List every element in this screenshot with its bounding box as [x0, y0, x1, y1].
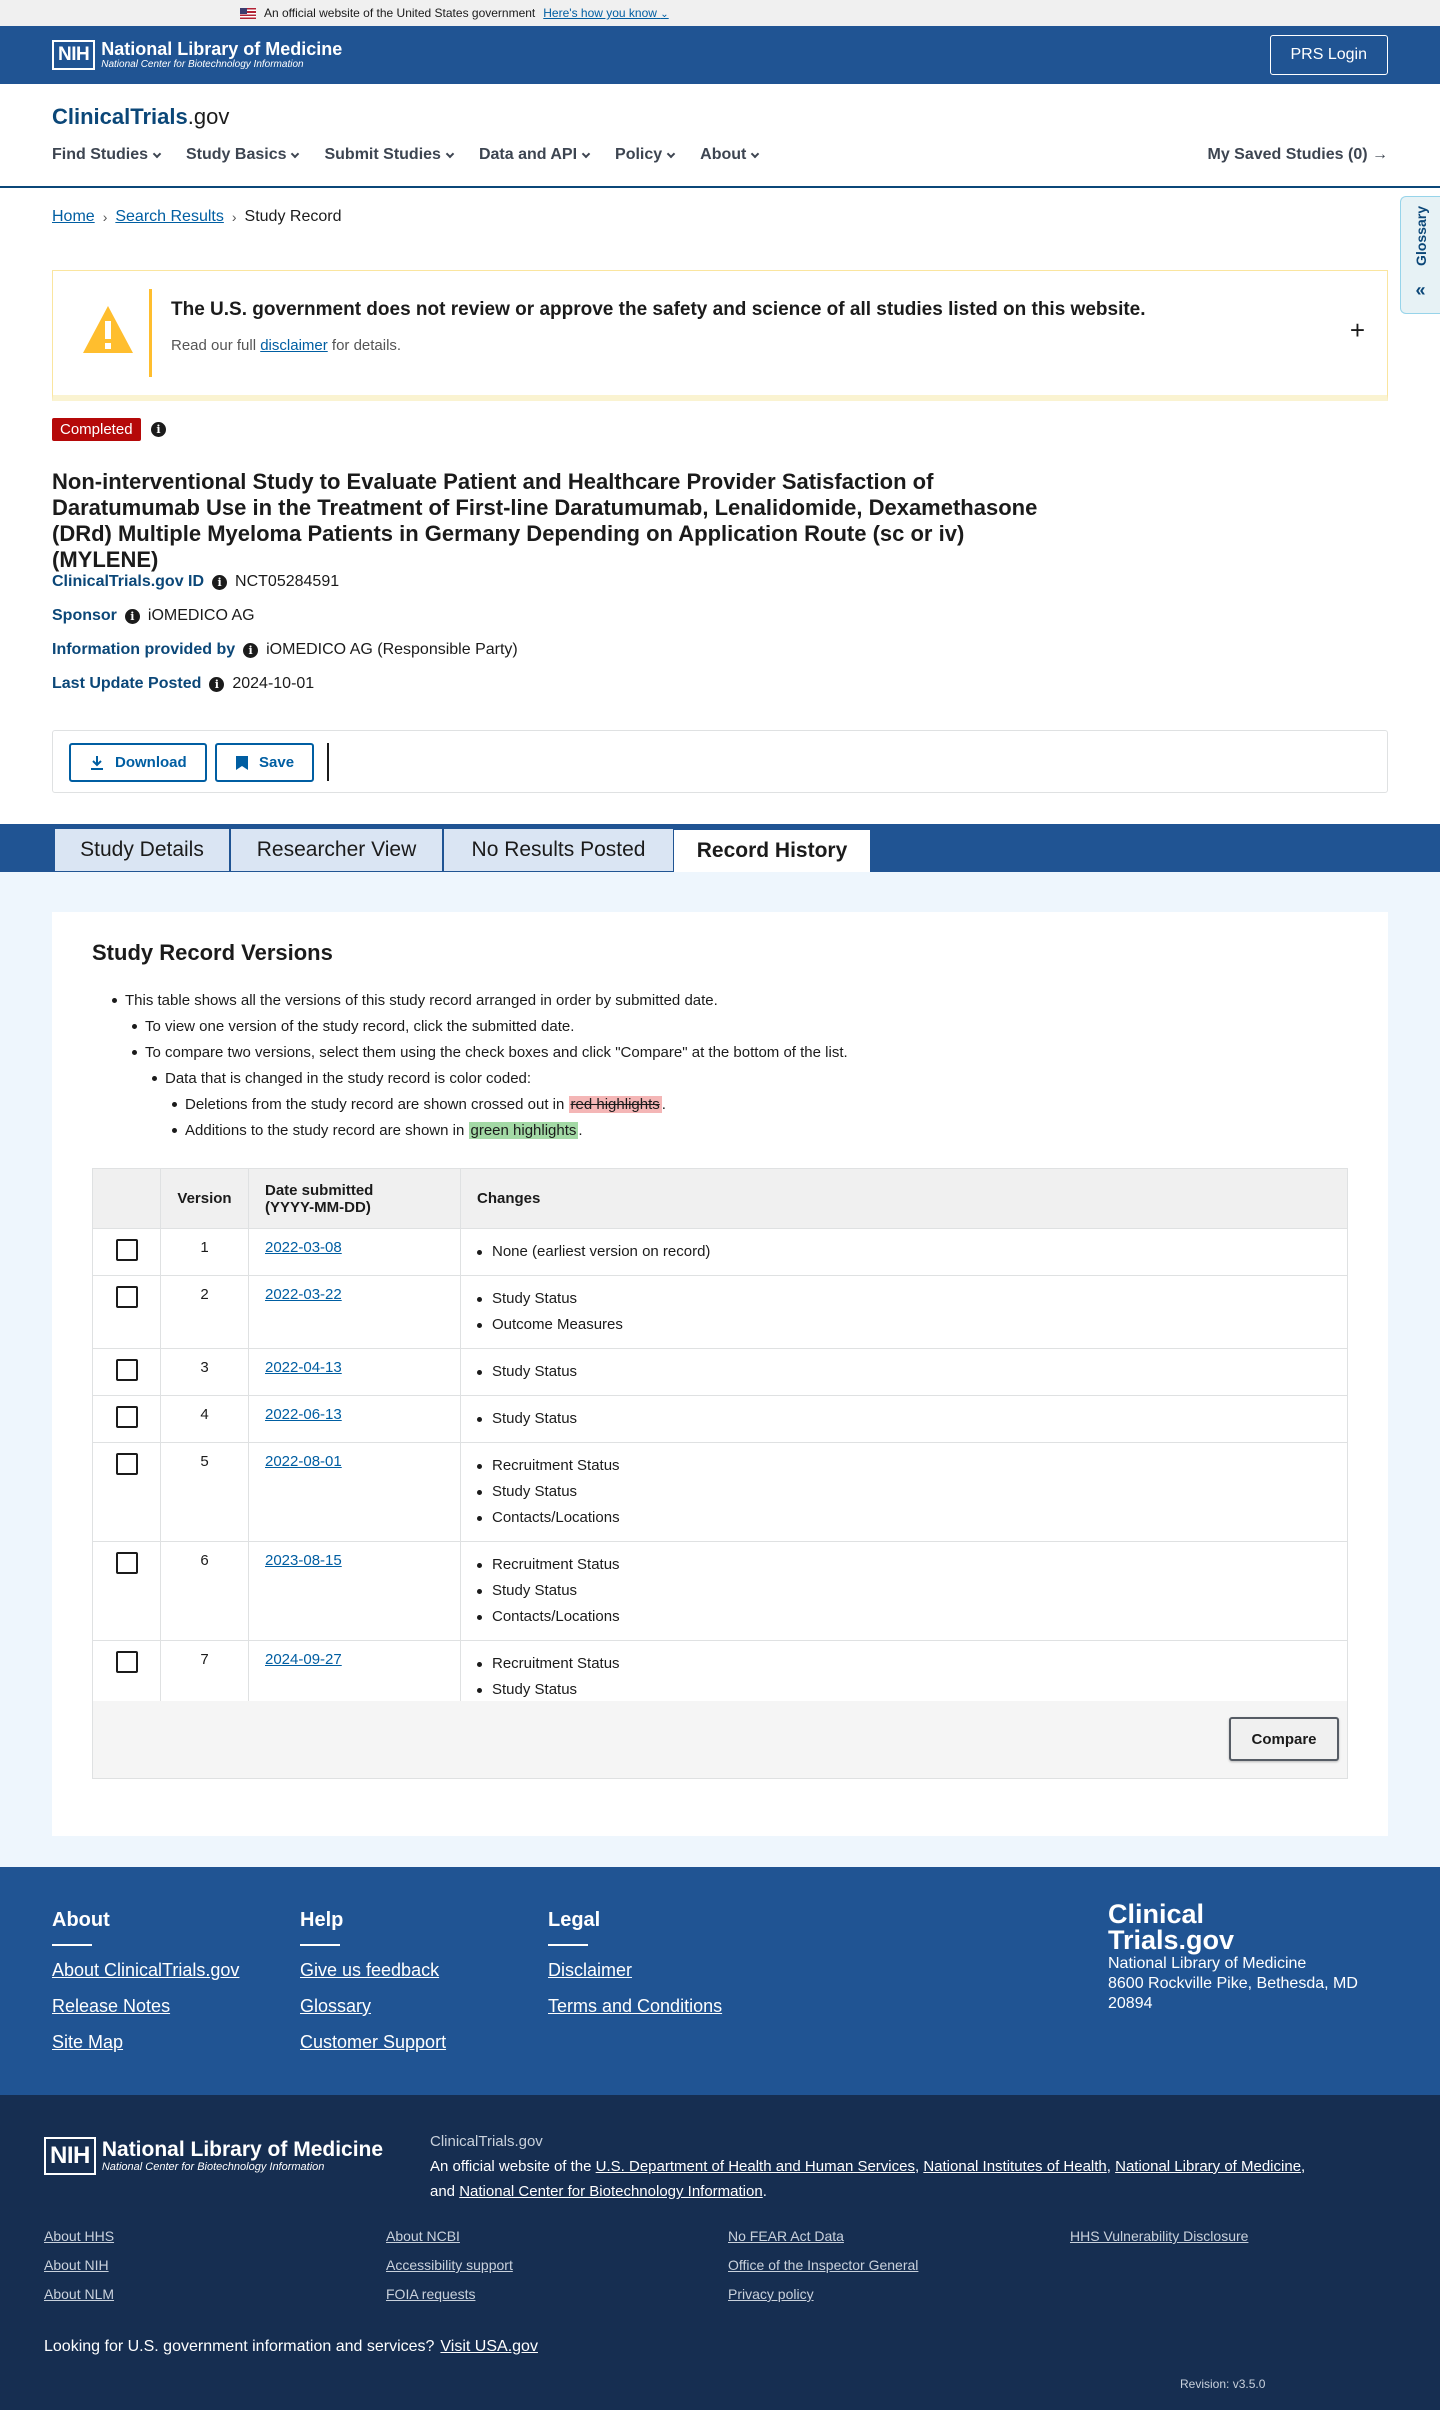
table-row: [93, 1396, 1348, 1443]
footer-heading-underline: [548, 1944, 588, 1946]
footer-logo: Clinical Trials.gov National Library of Medicine 8600 Rockville Pike, Bethesda, MD 20894: [1108, 1899, 1358, 2012]
site-header: [0, 84, 1440, 187]
table-row: [93, 1229, 1348, 1276]
version-checkbox[interactable]: [116, 1453, 138, 1475]
version-checkbox[interactable]: [116, 1239, 138, 1261]
change-item: None (earliest version on record): [477, 1239, 1331, 1265]
change-item: Study Status: [477, 1359, 1331, 1385]
gov-banner-text: An official website of the United States government: [264, 6, 536, 20]
version-number: 7: [161, 1641, 249, 1740]
versions-heading: Study Record Versions: [92, 940, 333, 965]
chevron-down-icon: [582, 149, 590, 157]
version-date-link[interactable]: 2024-09-27: [265, 1651, 342, 1668]
nav-about[interactable]: About: [700, 146, 758, 164]
breadcrumb-current: Study Record: [244, 208, 342, 225]
footer-heading: Legal: [548, 1909, 601, 1931]
change-item: Contacts/Locations: [477, 1604, 1331, 1630]
footer-link[interactable]: Glossary: [300, 1996, 372, 2016]
version-checkbox[interactable]: [116, 1286, 138, 1308]
us-flag-icon: [240, 8, 256, 19]
version-date-link[interactable]: 2022-03-22: [265, 1286, 342, 1303]
footer-link[interactable]: No FEAR Act Data: [728, 2228, 844, 2244]
footer-heading-underline: [52, 1944, 92, 1946]
footer-link[interactable]: About NCBI: [386, 2228, 460, 2244]
footer-address: National Library of Medicine: [1108, 1955, 1307, 1972]
chevron-down-icon: ⌄: [660, 9, 669, 20]
double-chevron-left-icon: «: [1415, 280, 1426, 300]
version-checkbox[interactable]: [116, 1651, 138, 1673]
disclaimer-alert: [52, 270, 1388, 401]
ncbi-subtitle: National Center for Biotechnology Information: [101, 59, 304, 70]
arrow-right-icon: →: [1372, 146, 1388, 163]
chevron-right-icon: ›: [102, 209, 108, 225]
compare-button[interactable]: Compare: [1229, 1717, 1339, 1761]
breadcrumb-home[interactable]: Home: [52, 208, 95, 225]
version-checkbox[interactable]: [116, 1406, 138, 1428]
expand-plus-icon[interactable]: +: [1349, 315, 1365, 345]
footer-heading: About: [52, 1909, 110, 1931]
change-item: Outcome Measures: [477, 1312, 1331, 1338]
change-item: Study Status: [477, 1578, 1331, 1604]
version-checkbox[interactable]: [116, 1359, 138, 1381]
info-bullet: Data that is changed in the study record is color coded:: [152, 1070, 531, 1087]
main-nav: [52, 146, 758, 164]
footer-link[interactable]: HHS Vulnerability Disclosure: [1070, 2228, 1249, 2244]
footer-link[interactable]: Customer Support: [300, 2032, 447, 2052]
revision-label: Revision: v3.5.0: [1180, 2377, 1266, 2391]
study-record-versions-card: [52, 912, 1388, 1836]
my-saved-studies-link[interactable]: My Saved Studies (0) →: [1207, 146, 1388, 163]
footer-link[interactable]: Terms and Conditions: [548, 1996, 723, 2016]
footer-link[interactable]: About NIH: [44, 2257, 109, 2273]
breadcrumb: [52, 208, 341, 226]
info-bullet: This table shows all the versions of this study record arranged in order by submitted date.: [112, 992, 718, 1009]
tab-study-details[interactable]: Study Details: [54, 828, 230, 872]
footer-link[interactable]: Disclaimer: [548, 1960, 633, 1980]
disclaimer-link[interactable]: disclaimer: [260, 337, 328, 354]
chevron-down-icon: [446, 149, 454, 157]
glossary-label: Glossary: [1412, 206, 1429, 266]
bookmark-icon: [235, 755, 249, 771]
alert-heading: The U.S. government does not review or approve the safety and science of all studies listed on this website.: [171, 299, 1146, 320]
tab-no-results-posted[interactable]: No Results Posted: [443, 828, 674, 872]
info-bullet: Deletions from the study record are shown crossed out in red highlights .: [172, 1096, 666, 1113]
clinicaltrials-logo[interactable]: ClinicalTrials.gov: [52, 104, 230, 129]
change-item: Recruitment Status: [477, 1651, 1331, 1677]
meta-last-update: Last Update Posted i 2024-10-01: [52, 675, 315, 692]
footer-heading: Help: [300, 1909, 344, 1931]
version-date-link[interactable]: 2022-03-08: [265, 1239, 342, 1256]
info-icon[interactable]: i: [243, 643, 258, 658]
footer-link[interactable]: Site Map: [52, 2032, 124, 2052]
green-highlight-sample: green highlights: [470, 1122, 577, 1139]
meta-sponsor: Sponsor i iOMEDICO AG: [52, 607, 255, 624]
glossary-tab[interactable]: [1400, 196, 1440, 314]
ncbi-link[interactable]: National Center for Biotechnology Information: [459, 2183, 763, 2200]
compare-bar: [92, 1701, 1348, 1779]
info-icon[interactable]: i: [125, 609, 140, 624]
footer-links-column: [44, 2228, 114, 2315]
official-website-text: ClinicalTrials.gov An official website of the U.S. Department of Health and Human Services, National Institutes of Health, National Library of Medicine, and National Center for Biotechnology Information.: [430, 2133, 1306, 2200]
meta-nct-id: ClinicalTrials.gov ID i NCT05284591: [52, 573, 340, 590]
heres-how-you-know-link[interactable]: Here's how you know ⌄: [543, 6, 669, 20]
footer-links-column: [1070, 2228, 1248, 2257]
site-footer: [0, 1867, 1440, 2095]
header-date-submitted: Date submitted (YYYY-MM-DD): [249, 1169, 461, 1229]
footer-link[interactable]: Office of the Inspector General: [728, 2257, 919, 2273]
table-row: [93, 1443, 1348, 1542]
version-date-link[interactable]: 2023-08-15: [265, 1552, 342, 1569]
chevron-down-icon: [751, 149, 759, 157]
version-checkbox[interactable]: [116, 1552, 138, 1574]
table-row: [93, 1276, 1348, 1349]
save-button[interactable]: Save: [215, 743, 314, 782]
tab-record-history[interactable]: Record History: [674, 828, 870, 872]
version-number: 4: [161, 1396, 249, 1443]
footer-about-column: [52, 1909, 239, 2068]
footer-links-column: [728, 2228, 918, 2315]
table-row: [93, 1349, 1348, 1396]
study-title: Non-interventional Study to Evaluate Patient and Healthcare Provider Satisfaction of Daratumumab Use in the Treatment of First-line Daratumumab, Lenalidomide, Dexamethasone (DRd) Multiple Myeloma Patients in Germany Depending on Application Route (sc or iv) (MYLENE): [52, 469, 1038, 572]
footer-link[interactable]: Give us feedback: [300, 1960, 440, 1980]
info-bullet: To compare two versions, select them using the check boxes and click "Compare" at the bottom of the list.: [132, 1044, 848, 1061]
info-icon[interactable]: i: [151, 422, 166, 437]
chevron-down-icon: [291, 149, 299, 157]
info-icon[interactable]: i: [212, 575, 227, 590]
version-number: 5: [161, 1443, 249, 1542]
nav-submit-studies[interactable]: Submit Studies: [324, 146, 452, 164]
version-date-link[interactable]: 2022-04-13: [265, 1359, 342, 1376]
nlm-link[interactable]: National Library of Medicine: [1115, 2158, 1302, 2175]
change-item: Study Status: [477, 1286, 1331, 1312]
nih-logo-box: NIH: [52, 40, 95, 70]
version-number: 1: [161, 1229, 249, 1276]
footer-link[interactable]: About NLM: [44, 2286, 115, 2302]
header-select: [93, 1169, 161, 1229]
change-item: Contacts/Locations: [477, 1505, 1331, 1531]
nlm-title: National Library of Medicine: [101, 39, 343, 59]
footer-heading-underline: [300, 1944, 340, 1946]
download-button[interactable]: Download: [69, 743, 207, 782]
change-item: Recruitment Status: [477, 1453, 1331, 1479]
info-bullet: To view one version of the study record, click the submitted date.: [132, 1018, 574, 1035]
change-item: Recruitment Status: [477, 1552, 1331, 1578]
version-number: 3: [161, 1349, 249, 1396]
footer-link[interactable]: About HHS: [44, 2228, 115, 2244]
header-version: Version: [161, 1169, 249, 1229]
nav-data-and-api[interactable]: Data and API: [479, 146, 589, 164]
government-footer: [0, 2095, 1440, 2410]
nih-header: [0, 26, 1440, 84]
versions-table: [92, 1168, 1348, 1740]
footer-link[interactable]: Privacy policy: [728, 2286, 814, 2302]
info-bullet: Additions to the study record are shown in green highlights .: [172, 1122, 583, 1139]
tab-researcher-view[interactable]: Researcher View: [230, 828, 443, 872]
footer-help-column: [300, 1909, 446, 2068]
meta-information-provided-by: Information provided by i iOMEDICO AG (Responsible Party): [52, 641, 518, 658]
footer-link[interactable]: Accessibility support: [386, 2257, 513, 2273]
info-icon[interactable]: i: [209, 677, 224, 692]
footer-link[interactable]: FOIA requests: [386, 2286, 476, 2302]
status-badge: Completed: [52, 418, 141, 441]
version-number: 6: [161, 1542, 249, 1641]
change-item: Study Status: [477, 1406, 1331, 1432]
actions-bar: [52, 730, 1388, 793]
study-tabs: [0, 824, 1440, 872]
footer-link[interactable]: Release Notes: [52, 1996, 171, 2016]
footer-legal-column: [548, 1909, 722, 2032]
nav-find-studies[interactable]: Find Studies: [52, 146, 160, 164]
gov-banner: [0, 0, 1440, 26]
table-row: [93, 1542, 1348, 1641]
usa-gov-text: Looking for U.S. government information and services? Visit USA.gov: [44, 2338, 538, 2355]
warning-icon: [81, 303, 135, 357]
visit-usa-gov-link[interactable]: Visit USA.gov: [440, 2338, 538, 2355]
alert-text: Read our full disclaimer for details.: [171, 337, 402, 354]
nav-policy[interactable]: Policy: [615, 146, 674, 164]
version-number: 2: [161, 1276, 249, 1349]
nlm-logo[interactable]: [52, 39, 342, 71]
breadcrumb-search-results[interactable]: Search Results: [115, 208, 224, 225]
nlm-footer-logo[interactable]: NIH National Library of Medicine National Center for Biotechnology Information: [44, 2137, 383, 2175]
nih-link[interactable]: National Institutes of Health: [923, 2158, 1107, 2175]
chevron-down-icon: [153, 149, 161, 157]
footer-links-column: [386, 2228, 513, 2315]
hhs-link[interactable]: U.S. Department of Health and Human Services: [595, 2158, 915, 2175]
change-item: Study Status: [477, 1677, 1331, 1703]
footer-link[interactable]: About ClinicalTrials.gov: [52, 1960, 240, 1980]
header-divider: [0, 186, 1440, 188]
chevron-down-icon: [667, 149, 675, 157]
alert-divider: [149, 289, 152, 377]
version-date-link[interactable]: 2022-08-01: [265, 1453, 342, 1470]
download-icon: [89, 755, 105, 771]
prs-login-button[interactable]: PRS Login: [1270, 35, 1389, 75]
actions-divider: [327, 743, 329, 781]
change-item: Study Status: [477, 1479, 1331, 1505]
version-date-link[interactable]: 2022-06-13: [265, 1406, 342, 1423]
header-changes: Changes: [461, 1169, 1348, 1229]
red-highlight-sample: red highlights: [570, 1096, 660, 1113]
chevron-right-icon: ›: [231, 209, 237, 225]
nav-study-basics[interactable]: Study Basics: [186, 146, 298, 164]
